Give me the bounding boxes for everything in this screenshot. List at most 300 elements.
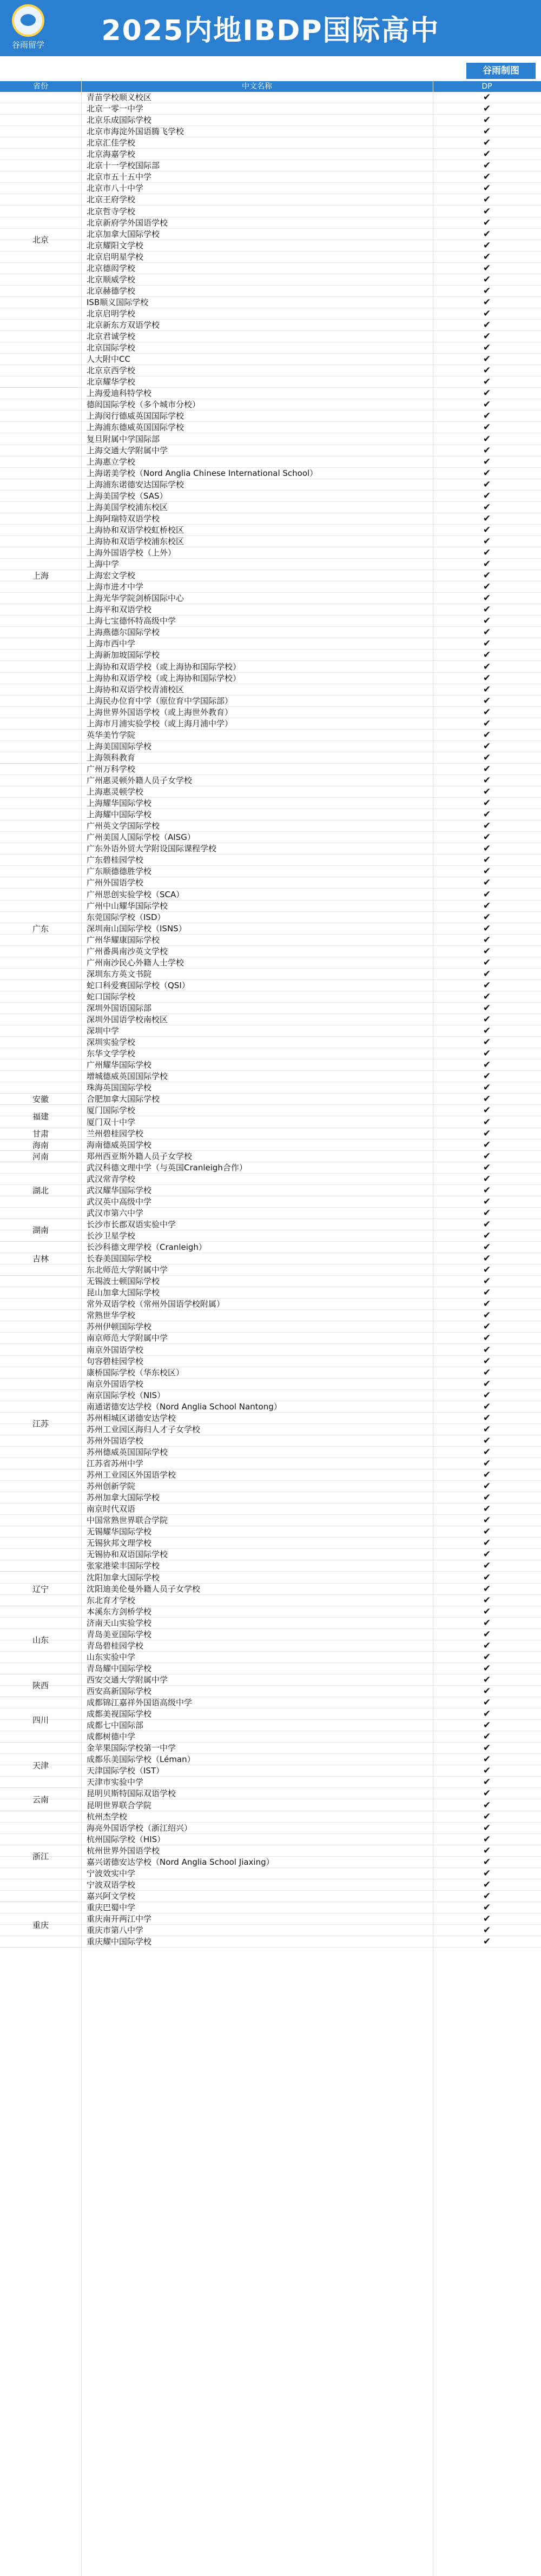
school-name: 苏州外国语学校	[87, 1435, 144, 1446]
dp-check-icon: ✔	[483, 1594, 491, 1606]
dp-check-icon: ✔	[483, 149, 491, 160]
school-name: ISB顺义国际学校	[87, 297, 149, 307]
dp-check-icon: ✔	[483, 1071, 491, 1082]
dp-check-icon: ✔	[483, 1333, 491, 1344]
dp-check-icon: ✔	[483, 1708, 491, 1720]
school-name: 广州耀华国际学校	[87, 1060, 152, 1070]
school-name: 上海市西中学	[87, 639, 136, 649]
school-name: 西安交通大学附属中学	[87, 1674, 168, 1685]
dp-check-icon: ✔	[483, 1777, 491, 1788]
school-name: 广州英文学国际学校	[87, 821, 160, 831]
dp-check-icon: ✔	[483, 593, 491, 604]
school-name: 北京京西学校	[87, 366, 136, 376]
dp-check-icon: ✔	[483, 1640, 491, 1651]
school-name: 成都锦江嘉祥外国语高级中学	[87, 1698, 193, 1708]
school-name: 广州华耀康国际学校	[87, 935, 160, 945]
school-name: 深圳南山国际学校（ISNS）	[87, 923, 187, 933]
school-name: 德闳国际学校（多个城市分校）	[87, 400, 201, 410]
header-banner	[0, 0, 541, 56]
dp-check-icon: ✔	[483, 1845, 491, 1856]
dp-check-icon: ✔	[483, 1116, 491, 1128]
dp-check-icon: ✔	[483, 251, 491, 262]
dp-check-icon: ✔	[483, 1184, 491, 1196]
dp-check-icon: ✔	[483, 1504, 491, 1515]
dp-check-icon: ✔	[483, 1731, 491, 1743]
dp-check-icon: ✔	[483, 570, 491, 581]
dp-check-icon: ✔	[483, 1925, 491, 1936]
province-label: 山东	[32, 1635, 49, 1645]
dp-check-icon: ✔	[483, 1128, 491, 1139]
province-label: 北京	[32, 235, 49, 245]
dp-check-icon: ✔	[483, 137, 491, 149]
dp-check-icon: ✔	[483, 535, 491, 547]
school-name: 青岛耀中国际学校	[87, 1663, 152, 1673]
brand-tag: 谷雨制图	[466, 63, 536, 79]
province-cell	[0, 388, 81, 764]
dp-check-icon: ✔	[483, 1310, 491, 1321]
school-name: 成都美视国际学校	[87, 1709, 152, 1719]
dp-check-icon: ✔	[483, 1150, 491, 1162]
school-name: 上海耀华国际学校	[87, 798, 152, 809]
dp-check-icon: ✔	[483, 1014, 491, 1025]
school-name: 杭州国际学校（HIS）	[87, 1834, 166, 1844]
dp-check-icon: ✔	[483, 1355, 491, 1367]
dp-check-icon: ✔	[483, 1549, 491, 1560]
school-name: 无锡耀华国际学校	[87, 1527, 152, 1537]
school-name: 厦门国际学校	[87, 1105, 136, 1116]
dp-check-icon: ✔	[483, 1515, 491, 1526]
dp-check-icon: ✔	[483, 615, 491, 627]
dp-check-icon: ✔	[483, 1025, 491, 1037]
dp-check-icon: ✔	[483, 718, 491, 729]
dp-check-icon: ✔	[483, 809, 491, 820]
school-name: 广州美国人国际学校（AISG）	[87, 832, 195, 843]
province-label: 安徽	[32, 1094, 49, 1104]
school-name: 广州惠灵顿外籍人员子女学校	[87, 776, 193, 785]
province-label: 江苏	[32, 1419, 49, 1429]
dp-check-icon: ✔	[483, 786, 491, 798]
school-name: 北京新府学外国语学校	[87, 217, 168, 228]
dp-check-icon: ✔	[483, 684, 491, 695]
dp-check-icon: ✔	[483, 1526, 491, 1538]
dp-check-icon: ✔	[483, 832, 491, 843]
province-cell	[0, 1606, 81, 1674]
school-name: 上海中学	[87, 559, 120, 569]
school-name: 北京德闳学校	[87, 263, 136, 273]
dp-check-icon: ✔	[483, 308, 491, 319]
dp-check-icon: ✔	[483, 1196, 491, 1207]
school-name: 北京哲寺学校	[87, 206, 136, 216]
dp-check-icon: ✔	[483, 1913, 491, 1924]
dp-check-icon: ✔	[483, 1059, 491, 1071]
school-name: 无锡波士顿国际学校	[87, 1276, 160, 1287]
school-name: 广东碧桂园学校	[87, 855, 144, 865]
dp-check-icon: ✔	[483, 991, 491, 1002]
province-label: 天津	[32, 1760, 49, 1771]
school-name: 句容碧桂园学校	[87, 1356, 144, 1366]
school-name: 上海光华学院剑桥国际中心	[87, 593, 184, 604]
dp-check-icon: ✔	[483, 547, 491, 558]
dp-check-icon: ✔	[483, 638, 491, 650]
dp-check-icon: ✔	[483, 331, 491, 342]
dp-check-icon: ✔	[483, 183, 491, 194]
school-name: 北京市八十中学	[87, 183, 144, 194]
school-name: 上海外国语学校（上外）	[87, 548, 176, 558]
dp-check-icon: ✔	[483, 1458, 491, 1469]
dp-check-icon: ✔	[483, 957, 491, 968]
dp-check-icon: ✔	[483, 1697, 491, 1708]
school-name: 厦门双十中学	[87, 1117, 136, 1127]
school-name: 武汉耀华国际学校	[87, 1185, 152, 1195]
school-name: 上海美国学校浦东校区	[87, 502, 168, 512]
dp-check-icon: ✔	[483, 285, 491, 296]
dp-check-icon: ✔	[483, 945, 491, 957]
dp-check-icon: ✔	[483, 798, 491, 809]
school-name: 北京国际学校	[87, 343, 136, 353]
school-name: 广州番禺南沙英文学校	[87, 946, 168, 956]
dp-check-icon: ✔	[483, 433, 491, 445]
dp-check-icon: ✔	[483, 1822, 491, 1833]
school-name: 武汉科德文理中学（与英国Cranleigh合作）	[87, 1162, 247, 1173]
school-name: 上海领科教育	[87, 752, 136, 763]
dp-check-icon: ✔	[483, 650, 491, 661]
school-name: 海南德威英国学校	[87, 1140, 152, 1150]
province-cell	[0, 1162, 81, 1219]
dp-check-icon: ✔	[483, 1230, 491, 1241]
school-name: 广州中山耀华国际学校	[87, 900, 168, 911]
dp-check-icon: ✔	[483, 194, 491, 206]
dp-check-icon: ✔	[483, 1037, 491, 1048]
school-name: 苏州伊顿国际学校	[87, 1322, 152, 1332]
school-name: 上海世界外国语学校（或上海世外教育）	[87, 707, 233, 717]
dp-check-icon: ✔	[483, 1560, 491, 1572]
school-name: 北京加拿大国际学校	[87, 229, 160, 239]
dp-check-icon: ✔	[483, 422, 491, 433]
school-name: 北京汇佳学校	[87, 138, 136, 148]
school-name: 广东顺德德胜学校	[87, 866, 152, 877]
province-cell	[0, 1572, 81, 1606]
dp-check-icon: ✔	[483, 160, 491, 171]
school-name: 上海美国国际学校	[87, 741, 152, 751]
dp-check-icon: ✔	[483, 388, 491, 399]
dp-check-icon: ✔	[483, 1868, 491, 1879]
dp-check-icon: ✔	[483, 1094, 491, 1105]
dp-check-icon: ✔	[483, 1242, 491, 1253]
dp-check-icon: ✔	[483, 559, 491, 570]
school-name: 青岛碧桂园学校	[87, 1640, 144, 1651]
school-name: 蛇口国际学校	[87, 991, 136, 1002]
school-name: 人大附中CC	[87, 354, 130, 365]
school-name: 昆山加拿大国际学校	[87, 1288, 160, 1298]
dp-check-icon: ✔	[483, 695, 491, 706]
dp-check-icon: ✔	[483, 399, 491, 410]
school-name: 北京市海淀外国语腾飞学校	[87, 127, 184, 137]
school-name: 北京耀华学校	[87, 377, 136, 387]
province-label: 陕西	[32, 1680, 49, 1691]
province-cell	[0, 1674, 81, 1697]
dp-check-icon: ✔	[483, 1435, 491, 1446]
dp-check-icon: ✔	[483, 92, 491, 103]
dp-check-icon: ✔	[483, 934, 491, 945]
dp-check-icon: ✔	[483, 1833, 491, 1845]
dp-check-icon: ✔	[483, 206, 491, 217]
province-cell	[0, 1128, 81, 1140]
dp-check-icon: ✔	[483, 843, 491, 855]
school-name: 北京乐成国际学校	[87, 115, 152, 125]
dp-check-icon: ✔	[483, 968, 491, 979]
dp-check-icon: ✔	[483, 1105, 491, 1116]
school-name: 上海惠灵顿学校	[87, 787, 144, 797]
school-name: 深圳外国语学校南校区	[87, 1015, 168, 1025]
dp-check-icon: ✔	[483, 217, 491, 228]
school-name: 济南天山实验学校	[87, 1618, 152, 1628]
dp-check-icon: ✔	[483, 274, 491, 285]
school-name: 上海阿瑞特双语学校	[87, 513, 160, 524]
dp-check-icon: ✔	[483, 911, 491, 923]
dp-check-icon: ✔	[483, 1401, 491, 1412]
school-name: 成都树德中学	[87, 1732, 136, 1742]
dp-check-icon: ✔	[483, 1799, 491, 1811]
school-name: 北京耀阳文学校	[87, 240, 144, 250]
dp-check-icon: ✔	[483, 228, 491, 240]
school-name: 上海惠立学校	[87, 456, 136, 467]
dp-check-icon: ✔	[483, 581, 491, 593]
dp-check-icon: ✔	[483, 1276, 491, 1287]
school-name: 重庆耀中国际学校	[87, 1937, 152, 1947]
dp-check-icon: ✔	[483, 1162, 491, 1173]
school-name: 昆明贝斯特国际双语学校	[87, 1789, 176, 1799]
school-name: 南京师范大学附属中学	[87, 1333, 168, 1343]
dp-check-icon: ✔	[483, 729, 491, 740]
province-cell	[0, 1743, 81, 1788]
school-name: 上海协和双语学校浦东校区	[87, 536, 184, 546]
school-name: 上海市月浦实验学校（或上海月浦中学）	[87, 718, 233, 729]
school-name: 江苏省苏州中学	[87, 1459, 144, 1468]
dp-check-icon: ✔	[483, 240, 491, 251]
school-name: 天津国际学校（IST）	[87, 1766, 164, 1776]
dp-check-icon: ✔	[483, 775, 491, 786]
dp-check-icon: ✔	[483, 1207, 491, 1219]
school-name: 上海新加坡国际学校	[87, 650, 160, 660]
school-name: 北京新东方双语学校	[87, 320, 160, 330]
school-name: 郑州西亚斯外籍人员子女学校	[87, 1151, 193, 1161]
province-cell	[0, 1140, 81, 1151]
dp-check-icon: ✔	[483, 1469, 491, 1481]
dp-check-icon: ✔	[483, 1628, 491, 1640]
school-name: 常外双语学校（常州外国语学校附属）	[87, 1299, 225, 1309]
school-name: 重庆巴蜀中学	[87, 1902, 136, 1912]
dp-check-icon: ✔	[483, 171, 491, 183]
province-label: 吉林	[32, 1254, 49, 1264]
dp-check-icon: ✔	[483, 1902, 491, 1913]
dp-check-icon: ✔	[483, 1674, 491, 1685]
column-header-name: 中文名称	[242, 82, 272, 91]
school-name: 张家港梁丰国际学校	[87, 1561, 160, 1571]
dp-check-icon: ✔	[483, 1879, 491, 1890]
province-label: 福建	[32, 1111, 49, 1122]
dp-check-icon: ✔	[483, 1743, 491, 1754]
province-label: 广东	[32, 924, 49, 934]
dp-check-icon: ✔	[483, 103, 491, 115]
school-name: 北京启明学校	[87, 308, 136, 319]
dp-check-icon: ✔	[483, 1253, 491, 1264]
dp-check-icon: ✔	[483, 672, 491, 684]
school-name: 西安高新国际学校	[87, 1686, 152, 1696]
school-name: 兰州碧桂园学校	[87, 1128, 144, 1138]
dp-check-icon: ✔	[483, 1299, 491, 1310]
school-name: 嘉兴诺德安达学校（Nord Anglia School Jiaxing）	[87, 1857, 274, 1867]
school-name: 上海耀中国际学校	[87, 810, 152, 820]
school-name: 上海市进才中学	[87, 582, 144, 592]
dp-check-icon: ✔	[483, 900, 491, 911]
school-name: 苏州德威英国国际学校	[87, 1447, 168, 1457]
province-label: 辽宁	[32, 1584, 49, 1594]
school-name: 宁波效实中学	[87, 1868, 136, 1878]
school-name: 长春美国国际学校	[87, 1254, 152, 1264]
dp-check-icon: ✔	[483, 1321, 491, 1333]
dp-check-icon: ✔	[483, 479, 491, 490]
dp-check-icon: ✔	[483, 1606, 491, 1617]
school-name: 上海浦东诺德安达国际学校	[87, 479, 184, 489]
school-name: 上海闵行德威英国国际学校	[87, 411, 184, 421]
province-cell	[0, 1242, 81, 1276]
school-name: 武汉英中高级中学	[87, 1196, 152, 1207]
school-name: 青苗学校顺义校区	[87, 92, 152, 102]
school-name: 成都乐美国际学校（Léman）	[87, 1754, 195, 1765]
school-name: 康桥国际学校（华东校区）	[87, 1367, 184, 1378]
school-name: 苏州创新学院	[87, 1481, 136, 1492]
school-name: 沈阳迪美伦曼外籍人员子女学校	[87, 1584, 201, 1594]
dp-check-icon: ✔	[483, 445, 491, 456]
school-name: 无锡协和双语国际学校	[87, 1549, 168, 1560]
school-name: 北京君诚学校	[87, 332, 136, 342]
dp-check-icon: ✔	[483, 1481, 491, 1492]
column-header-dp: DP	[481, 82, 492, 91]
dp-check-icon: ✔	[483, 627, 491, 638]
school-name: 成都七中国际部	[87, 1720, 144, 1731]
dp-check-icon: ✔	[483, 296, 491, 308]
school-name: 上海协和双语学校青浦校区	[87, 684, 184, 694]
dp-check-icon: ✔	[483, 866, 491, 877]
dp-check-icon: ✔	[483, 1048, 491, 1059]
school-name: 东莞国际学校（ISD）	[87, 912, 166, 922]
school-name: 深圳东方英文书院	[87, 969, 152, 979]
school-name: 上海浦东德威英国国际学校	[87, 422, 184, 433]
dp-check-icon: ✔	[483, 1754, 491, 1765]
school-name: 上海燕德尔国际学校	[87, 627, 160, 638]
school-name: 复旦附属中学国际部	[87, 434, 160, 444]
province-label: 上海	[32, 571, 49, 581]
dp-check-icon: ✔	[483, 1617, 491, 1628]
school-name: 北京赫德学校	[87, 286, 136, 296]
school-name: 东北育才学校	[87, 1595, 136, 1605]
school-name: 北京王府学校	[87, 195, 136, 205]
school-name: 重庆市第八中学	[87, 1925, 144, 1936]
school-name: 南京外国语学校	[87, 1345, 144, 1355]
province-cell	[0, 1151, 81, 1162]
dp-check-icon: ✔	[483, 1389, 491, 1401]
school-name: 上海诺美学校（Nord Anglia Chinese International School）	[87, 468, 318, 478]
province-label: 湖北	[32, 1186, 49, 1196]
school-name: 上海七宝德怀特高级中学	[87, 616, 176, 626]
dp-check-icon: ✔	[483, 740, 491, 752]
province-cell	[0, 92, 81, 388]
school-name: 山东实验中学	[87, 1652, 136, 1662]
school-name: 广州南沙民心外籍人士学校	[87, 957, 184, 968]
school-name: 深圳外国语国际部	[87, 1003, 152, 1013]
school-name: 杭州杰学校	[87, 1811, 128, 1822]
province-label: 甘肃	[32, 1129, 49, 1139]
column-divider	[81, 81, 82, 2576]
school-name: 上海平和双语学校	[87, 605, 152, 615]
school-name: 苏州工业园区海归人才子女学校	[87, 1424, 201, 1434]
dp-check-icon: ✔	[483, 706, 491, 718]
dp-check-icon: ✔	[483, 262, 491, 274]
school-name: 北京十一学校国际部	[87, 161, 160, 171]
dp-check-icon: ✔	[483, 979, 491, 991]
school-name: 南京国际学校（NIS）	[87, 1390, 166, 1400]
school-name: 嘉兴阿文学校	[87, 1891, 136, 1901]
school-name: 中国常熟世界联合学院	[87, 1515, 168, 1526]
page-title: 2025内地IBDP国际高中	[101, 15, 440, 47]
school-name: 北京市五十五中学	[87, 172, 152, 182]
column-header-province: 省份	[33, 82, 48, 91]
dp-check-icon: ✔	[483, 1651, 491, 1663]
school-name: 宁波双语学校	[87, 1879, 136, 1890]
dp-check-icon: ✔	[483, 661, 491, 672]
dp-check-icon: ✔	[483, 342, 491, 354]
school-name: 南通诺德安达学校（Nord Anglia School Nantong）	[87, 1401, 282, 1412]
school-name: 海亮外国语学校（浙江绍兴）	[87, 1823, 193, 1833]
school-name: 青岛美亚国际学校	[87, 1629, 152, 1639]
dp-check-icon: ✔	[483, 524, 491, 535]
dp-check-icon: ✔	[483, 513, 491, 524]
dp-check-icon: ✔	[483, 923, 491, 934]
province-cell	[0, 1276, 81, 1572]
school-name: 天津市实验中学	[87, 1777, 144, 1787]
dp-check-icon: ✔	[483, 604, 491, 615]
dp-check-icon: ✔	[483, 1686, 491, 1697]
school-name: 合肥加拿大国际学校	[87, 1094, 160, 1104]
province-cell	[0, 1105, 81, 1128]
school-name: 北京顺威学校	[87, 274, 136, 284]
dp-check-icon: ✔	[483, 1856, 491, 1868]
school-name: 长沙市长郡双语实验中学	[87, 1219, 176, 1229]
dp-check-icon: ✔	[483, 752, 491, 763]
dp-check-icon: ✔	[483, 376, 491, 388]
school-name: 苏州工业园区外国语学校	[87, 1470, 176, 1480]
dp-check-icon: ✔	[483, 763, 491, 774]
dp-check-icon: ✔	[483, 820, 491, 832]
school-name: 重庆南开两江中学	[87, 1914, 152, 1924]
school-name: 常熟世华学校	[87, 1310, 136, 1321]
school-name: 广东外语外贸大学附设国际课程学校	[87, 844, 217, 854]
school-name: 上海美国学校（SAS）	[87, 491, 168, 501]
province-label: 云南	[32, 1794, 49, 1805]
dp-check-icon: ✔	[483, 501, 491, 513]
school-name: 北京海嘉学校	[87, 149, 136, 160]
dp-check-icon: ✔	[483, 1173, 491, 1184]
dp-check-icon: ✔	[483, 1412, 491, 1423]
school-name: 东北师范大学附属中学	[87, 1265, 168, 1275]
dp-check-icon: ✔	[483, 889, 491, 900]
school-name: 上海协和双语学校（或上海协和国际学校）	[87, 673, 241, 683]
dp-check-icon: ✔	[483, 1663, 491, 1674]
dp-check-icon: ✔	[483, 1344, 491, 1355]
province-cell	[0, 1811, 81, 1902]
school-name: 北京一零一中学	[87, 104, 144, 114]
dp-check-icon: ✔	[483, 877, 491, 889]
